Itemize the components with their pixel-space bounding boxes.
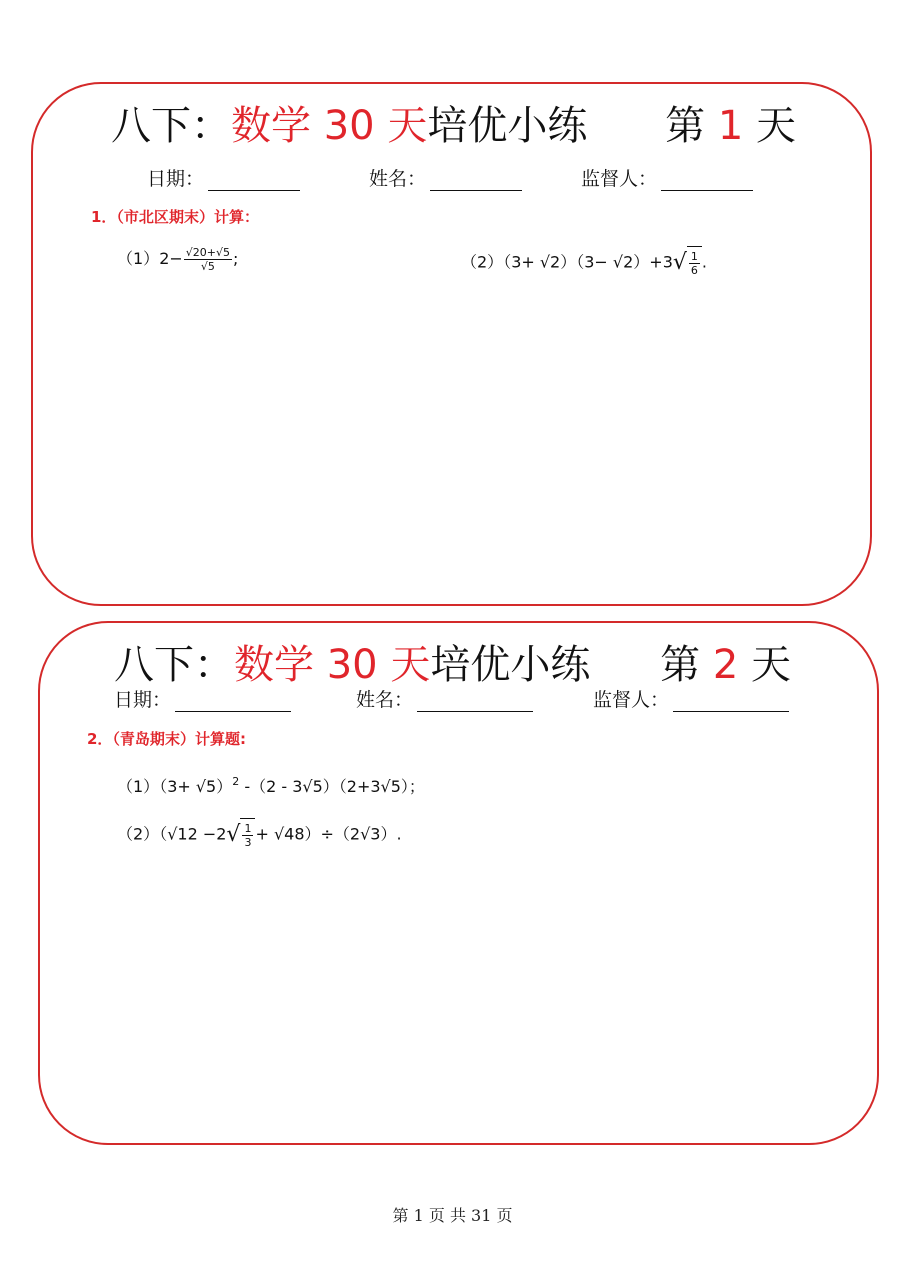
expr-part: + √48）÷（2√3）.: [255, 824, 402, 844]
radical: [226, 818, 255, 852]
date-label: 日期：: [114, 689, 172, 711]
worksheet-card-day-2: [38, 621, 879, 1145]
sheet-title: [111, 98, 587, 154]
fraction: [184, 246, 232, 273]
worksheet-card-day-1: [31, 82, 872, 606]
question-heading: 1．（市北区期末）计算：: [91, 208, 259, 226]
radical-sign-icon: √: [226, 822, 241, 847]
date-field[interactable]: [114, 685, 291, 712]
problem-1: [117, 246, 238, 273]
denominator: 6: [690, 264, 698, 277]
info-row: [40, 685, 877, 713]
supervisor-field[interactable]: [581, 164, 753, 191]
supervisor-blank[interactable]: [661, 170, 753, 191]
title-prefix: 八下：: [111, 103, 231, 149]
title-suffix: 培优小练: [430, 642, 591, 688]
day-prefix: 第: [665, 103, 706, 149]
supervisor-field[interactable]: [593, 685, 789, 712]
name-field[interactable]: [356, 685, 533, 712]
title-highlight: 数学 30 天: [234, 642, 431, 688]
supervisor-label: 监督人：: [581, 168, 658, 190]
expr-part: -（2 - 3√5）（2+3√5）；: [239, 777, 425, 796]
numerator: 1: [690, 250, 698, 263]
title-suffix: 培优小练: [427, 103, 588, 149]
radicand: [687, 246, 702, 280]
problem-label: （2）: [117, 824, 160, 844]
name-blank[interactable]: [430, 170, 522, 191]
denominator: √5: [200, 260, 215, 273]
date-field[interactable]: [147, 164, 300, 191]
problem-label: （1）: [117, 249, 160, 268]
day-number: 1: [717, 103, 744, 149]
day-suffix: 天: [751, 642, 791, 688]
day-label: [665, 98, 796, 154]
page-footer: 第 1 页 共 31 页: [392, 1206, 513, 1225]
expr-part: 2−: [159, 249, 183, 268]
radical: [673, 246, 702, 280]
fraction: [242, 822, 253, 849]
name-label: 姓名：: [369, 168, 427, 190]
name-blank[interactable]: [417, 691, 533, 712]
supervisor-blank[interactable]: [673, 691, 789, 712]
title-prefix: 八下：: [114, 642, 234, 688]
radical-sign-icon: √: [672, 250, 687, 275]
expr-part: .: [701, 252, 707, 272]
denominator: 3: [244, 836, 252, 849]
date-blank[interactable]: [175, 691, 291, 712]
day-suffix: 天: [756, 103, 796, 149]
expr-part: （3+ √2）（3− √2）+3: [503, 252, 673, 272]
exponent: 2: [232, 775, 240, 788]
date-label: 日期：: [147, 168, 205, 190]
problem-2: [117, 818, 402, 852]
supervisor-label: 监督人：: [593, 689, 670, 711]
problem-2: [461, 246, 707, 280]
fraction: [689, 250, 700, 277]
name-field[interactable]: [369, 164, 522, 191]
expr-part: （3+ √5）: [159, 777, 233, 796]
numerator: 1: [244, 822, 252, 835]
date-blank[interactable]: [208, 170, 300, 191]
expr-part: （√12 −2: [159, 824, 227, 844]
day-number: 2: [712, 642, 739, 688]
expr-part: ;: [233, 249, 239, 268]
card-title: [33, 98, 870, 158]
radicand: [240, 818, 255, 852]
question-heading: 2．（青岛期末）计算题:: [87, 730, 246, 748]
title-highlight: 数学 30 天: [231, 103, 428, 149]
numerator: √20+√5: [185, 246, 231, 259]
problem-label: （2）: [461, 252, 504, 272]
day-prefix: 第: [660, 642, 701, 688]
info-row: [33, 164, 870, 192]
problem-label: （1）: [117, 777, 160, 796]
name-label: 姓名：: [356, 689, 414, 711]
problem-1: [117, 774, 425, 797]
